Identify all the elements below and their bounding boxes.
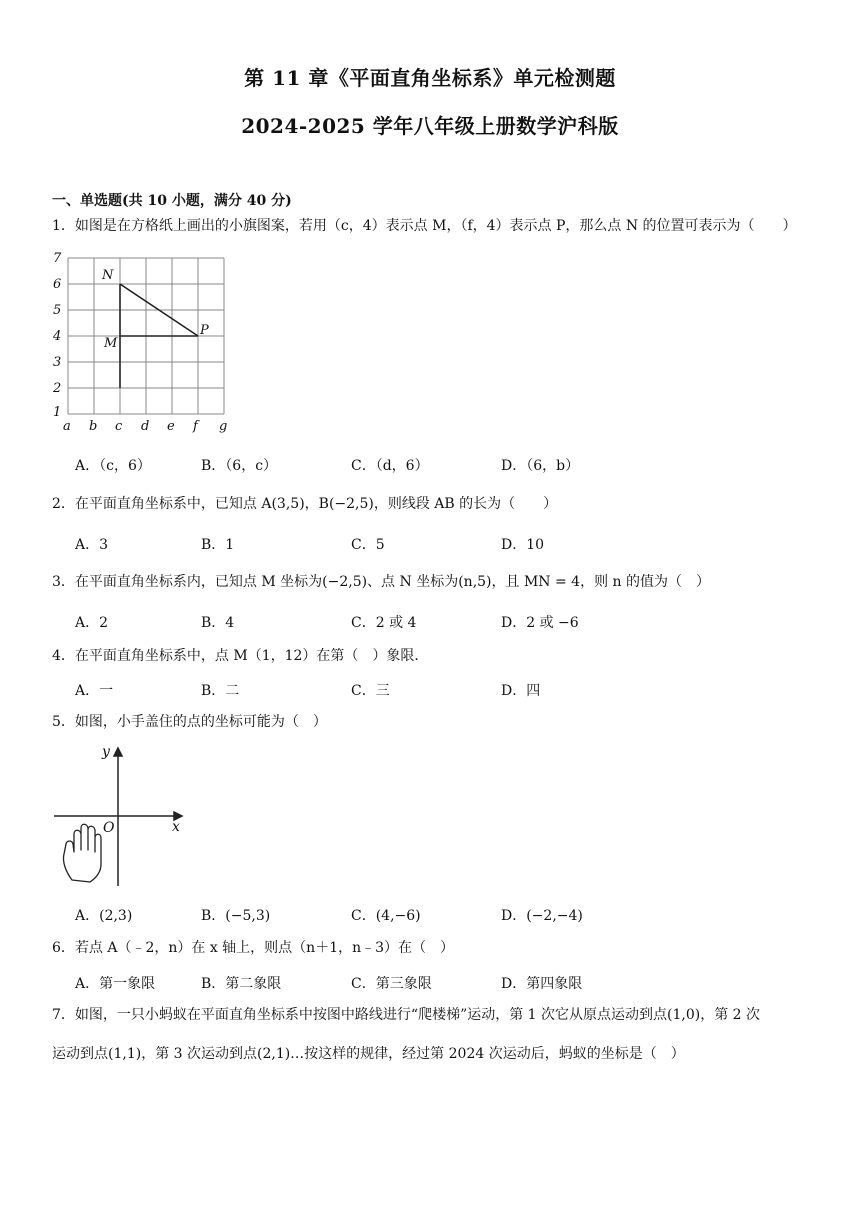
point-p-label: P: [200, 323, 209, 338]
question-7-line-2: 运动到点(1,1)，第 3 次运动到点(2,1)…按这样的规律，经过第 2024 次运动后，蚂蚁的坐标是（ ）: [52, 1046, 685, 1062]
question-1-options: [75, 455, 651, 475]
q6-option-d[interactable]: D．第四象限: [501, 976, 583, 992]
question-4-options: [75, 680, 651, 700]
q5-option-b[interactable]: B．(−5,3): [201, 908, 271, 924]
question-5-options: [75, 905, 651, 925]
hand-icon: [63, 824, 101, 882]
question-7-line-1: 7．如图，一只小蚂蚁在平面直角坐标系中按图中路线进行“爬楼梯”运动，第 1 次它从原点运动到点(1,0)，第 2 次: [52, 1007, 761, 1023]
origin-label: O: [103, 820, 115, 836]
question-5: 5．如图，小手盖住的点的坐标可能为（ ）: [52, 714, 327, 730]
x-tick-d: d: [141, 419, 150, 434]
page-title: 第 11 章《平面直角坐标系》单元检测题: [244, 66, 616, 90]
y-tick-7: 7: [53, 251, 62, 266]
q3-option-a[interactable]: A．2: [75, 615, 109, 631]
q4-option-a[interactable]: A．一: [75, 683, 114, 699]
q6-option-a[interactable]: A．第一象限: [75, 976, 156, 992]
q1-option-a[interactable]: A．（c，6）: [75, 458, 151, 474]
q1-option-c[interactable]: C．（d，6）: [351, 458, 429, 474]
y-tick-1: 1: [53, 405, 62, 420]
y-tick-6: 6: [53, 277, 62, 292]
flag-grid-figure: [48, 250, 238, 440]
q5-option-d[interactable]: D．(−2,−4): [501, 908, 583, 924]
q2-option-d[interactable]: D．10: [501, 537, 545, 553]
q4-option-d[interactable]: D．四: [501, 683, 541, 699]
question-6-options: [75, 973, 651, 993]
question-3: 3．在平面直角坐标系内，已知点 M 坐标为(−2,5)、点 N 坐标为(n,5)，且 MN = 4，则 n 的值为（ ）: [52, 574, 710, 590]
q3-option-c[interactable]: C．2 或 4: [351, 615, 417, 631]
q5-option-a[interactable]: A．(2,3): [75, 908, 133, 924]
x-tick-e: e: [167, 419, 175, 434]
x-tick-c: c: [115, 419, 123, 434]
hand-coordinate-figure: [50, 742, 190, 892]
x-tick-a: a: [63, 419, 71, 434]
q1-option-d[interactable]: D．（6，b）: [501, 458, 580, 474]
y-axis-label: y: [102, 744, 110, 760]
q2-option-b[interactable]: B．1: [201, 537, 235, 553]
question-2-options: [75, 534, 651, 554]
x-tick-g: g: [219, 419, 228, 434]
question-3-options: [75, 612, 651, 632]
q2-option-a[interactable]: A．3: [75, 537, 109, 553]
page-subtitle: 2024-2025 学年八年级上册数学沪科版: [241, 114, 619, 138]
question-4: 4．在平面直角坐标系中，点 M（1，12）在第（ ）象限．: [52, 648, 429, 664]
y-tick-5: 5: [53, 303, 62, 318]
y-tick-4: 4: [53, 329, 62, 344]
x-tick-b: b: [89, 419, 98, 434]
question-2: 2．在平面直角坐标系中，已知点 A(3,5)，B(−2,5)，则线段 AB 的长为（ ）: [52, 496, 558, 512]
q4-option-b[interactable]: B．二: [201, 683, 240, 699]
q1-option-b[interactable]: B．（6，c）: [201, 458, 278, 474]
point-n-label: N: [102, 268, 114, 283]
section-heading: 一、单选题(共 10 小题，满分 40 分): [52, 193, 292, 209]
question-1: 1．如图是在方格纸上画出的小旗图案，若用（c，4）表示点 M，（f，4）表示点 P，那么点 N 的位置可表示为（ ）: [52, 218, 797, 234]
question-6: 6．若点 A（﹣2，n）在 x 轴上，则点（n＋1，n﹣3）在（ ）: [52, 940, 455, 956]
q3-option-b[interactable]: B．4: [201, 615, 235, 631]
y-tick-2: 2: [53, 381, 62, 396]
q6-option-c[interactable]: C．第三象限: [351, 976, 432, 992]
x-tick-f: f: [193, 419, 198, 434]
q4-option-c[interactable]: C．三: [351, 683, 390, 699]
y-axis-arrow-icon: [114, 748, 122, 756]
q5-option-c[interactable]: C．(4,−6): [351, 908, 421, 924]
q6-option-b[interactable]: B．第二象限: [201, 976, 282, 992]
x-axis-label: x: [172, 819, 180, 835]
point-m-label: M: [104, 336, 118, 351]
flag-shape: [120, 284, 198, 388]
y-tick-3: 3: [53, 355, 62, 370]
q3-option-d[interactable]: D．2 或 −6: [501, 615, 579, 631]
q2-option-c[interactable]: C．5: [351, 537, 385, 553]
